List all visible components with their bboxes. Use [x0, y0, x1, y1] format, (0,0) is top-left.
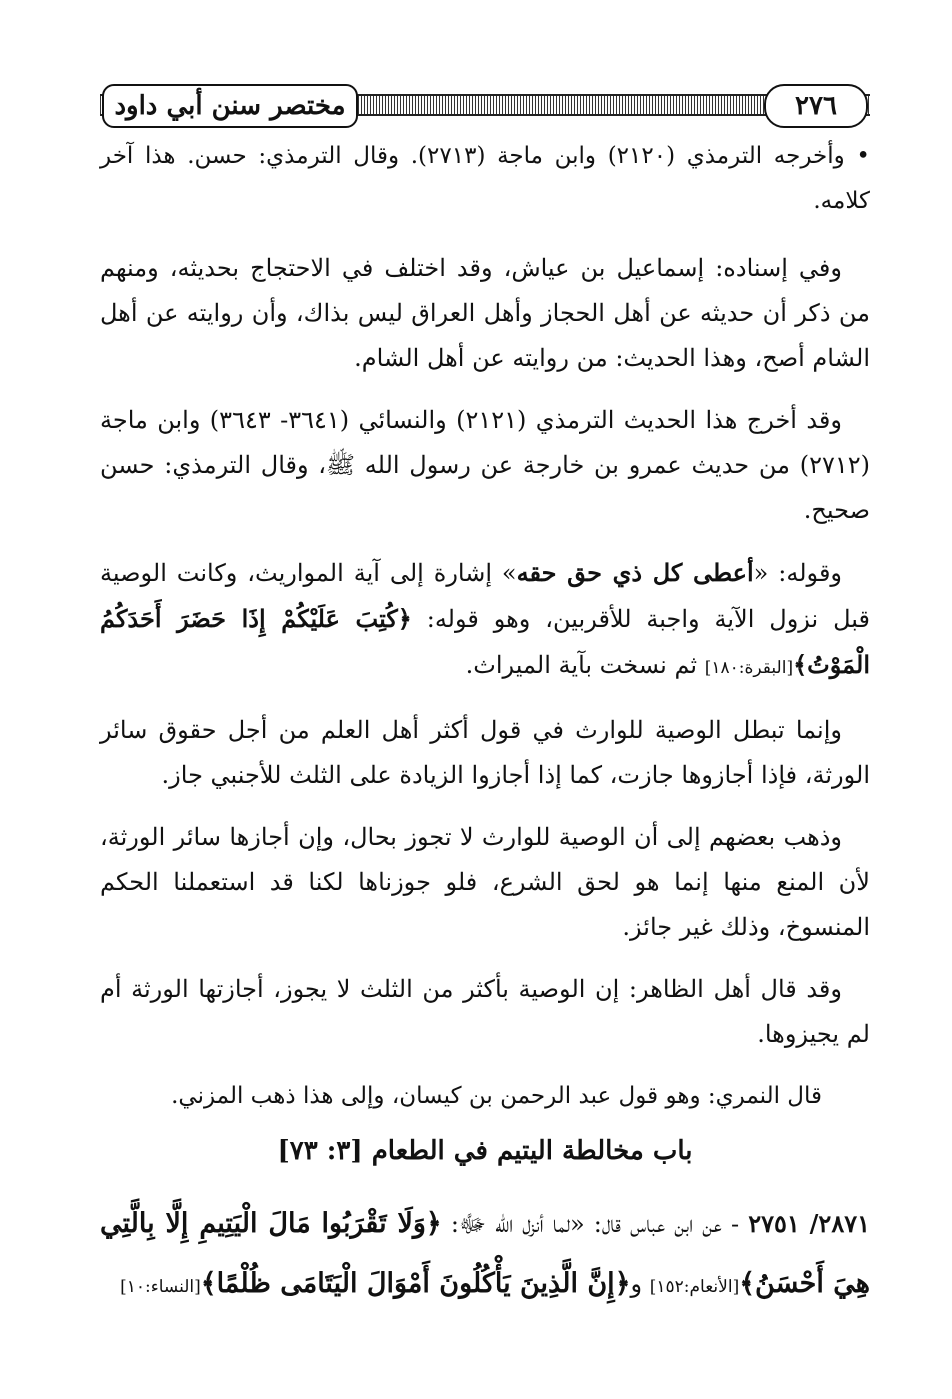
running-header	[100, 82, 870, 130]
chapter-heading: باب مخالطة اليتيم في الطعام [٣: ٧٣]	[277, 1136, 693, 1166]
text-segment: وقوله: «	[753, 559, 843, 587]
page-number: ٢٧٦	[764, 84, 868, 128]
paragraph-takhrij: وقد أخرج هذا الحديث الترمذي (٢١٢١) والنسائي (٣٦٤١- ٣٦٤٣) وابن ماجة (٢٧١٢) من حديث عمرو بن خارجة عن رسول الله ﷺ، وقال الترمذي: حسن صحيح.	[100, 406, 870, 524]
verse-reference: [الأنعام:١٥٢]	[649, 1277, 740, 1297]
takhrij-note: • وأخرجه الترمذي (٢١٢٠) وابن ماجة (٢٧١٣). وقال الترمذي: حسن. هذا آخر كلامه.	[100, 143, 870, 214]
paragraph-isnad: وفي إسناده: إسماعيل بن عياش، وقد اختلف في الاحتجاج بحديثه، ومنهم من ذكر أن حديثه عن أهل الحجاز وأهل العراق ليس بذاك، وأن روايته عن أهل الشام أصح، وهذا الحديث: من روايته عن أهل الشام.	[100, 254, 871, 372]
verse-reference: [النساء:١٠]	[120, 1277, 201, 1297]
book-title: مختصر سنن أبي داود	[102, 84, 358, 128]
paragraph-other-view: وذهب بعضهم إلى أن الوصية للوارث لا تجوز بحال، وإن أجازها سائر الورثة، لأن المنع منها إنما هو لحق الشرع، فلو جوزناها لكنا قد استعملنا الحكم المنسوخ، وذلك غير جائز.	[100, 823, 870, 941]
hadith-entry	[100, 1194, 870, 1317]
quran-verse: ﴿كُتِبَ عَلَيْكُمْ إِذَا حَضَرَ أَحَدَكُمُ الْمَوْتُ﴾	[100, 604, 870, 679]
paragraph-explanation	[100, 550, 870, 691]
quran-verse: ﴿وَلَا تَقْرَبُوا مَالَ الْيَتِيمِ إِلَّا بِالَّتِي هِيَ أَحْسَنُ﴾	[100, 1208, 870, 1299]
quran-verse: ﴿إِنَّ الَّذِينَ يَأْكُلُونَ أَمْوَالَ الْيَتَامَى ظُلْمًا﴾	[200, 1268, 631, 1299]
verse-reference: [البقرة:١٨٠]	[704, 658, 794, 678]
hadith-quote: أعطى كل ذي حق حقه	[516, 558, 754, 587]
hadith-number: ٢٨٧١/ ٢٧٥١	[748, 1209, 870, 1238]
paragraph-majority-view: وإنما تبطل الوصية للوارث في قول أكثر أهل العلم من أجل حقوق سائر الورثة، فإذا أجازوها جازت، كما إذا أجازوا الزيادة على الثلث للأجنبي جاز.	[100, 716, 870, 789]
text-segment: ثم نسخت بآية الميراث.	[465, 651, 705, 679]
text-segment: » إشارة إلى آية المواريث، وكانت الوصية قبل نزول الآية واجبة للأقربين، وهو قوله:	[100, 559, 870, 633]
conjunction: و	[630, 1270, 650, 1298]
page-body	[100, 134, 870, 1334]
hadith-intro: - عن ابن عباس قال: «لما أنزل الله ﷻ:	[441, 1210, 749, 1238]
paragraph-nimri: قال النمري: وهو قول عبد الرحمن بن كيسان، وإلى هذا ذهب المزني.	[171, 1083, 822, 1109]
paragraph-zahiri-view: وقد قال أهل الظاهر: إن الوصية بأكثر من الثلث لا يجوز، أجازتها الورثة أم لم يجيزوها.	[100, 975, 870, 1048]
